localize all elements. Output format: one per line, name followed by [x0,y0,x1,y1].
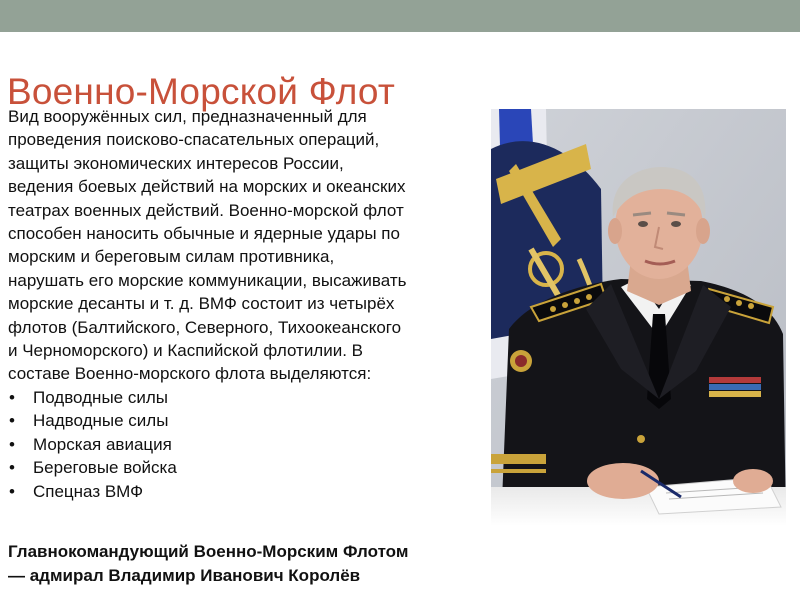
top-bar [0,0,800,32]
bullet-icon: • [9,387,15,407]
intro-line: и Черноморского) и Каспийской флотилии. В [8,341,364,361]
intro-line: ведения боевых действий на морских и океанских [8,177,406,197]
list-item [8,409,486,432]
bullet-icon: • [9,481,15,501]
list-item-label: Спецназ ВМФ [33,481,144,501]
intro-line: театрах военных действий. Военно-морской флот [8,200,404,220]
intro-line: проведения поисково-спасательных операций, [8,130,380,150]
intro-line: составе Военно-морского флота выделяются: [8,364,372,384]
forces-list [8,386,486,503]
intro-line: морские десанты и т. д. ВМФ состоит из четырёх [8,294,395,314]
intro-line: защиты экономических интересов России, [8,153,344,173]
bullet-icon: • [9,458,15,478]
list-item-label: Морская авиация [33,434,172,454]
list-item-label: Подводные силы [33,387,168,407]
commander-line: — адмирал Владимир Иванович Королёв [8,566,361,585]
list-item [8,456,486,479]
commander-line: Главнокомандующий Военно-Морским Флотом [8,542,409,561]
intro-line: способен наносить обычные и ядерные удары по [8,224,400,244]
list-item [8,386,486,409]
list-item-label: Береговые войска [33,458,177,478]
bullet-icon: • [9,434,15,454]
description-block [8,105,486,503]
slide-title: Военно-Морской Флот [7,70,396,112]
intro-line: морским и береговым силам противника, [8,247,335,267]
intro-line: флотов (Балтийского, Северного, Тихоокеанского [8,317,402,337]
admiral-portrait [491,109,786,526]
commander-caption [8,540,498,588]
list-item [8,480,486,503]
list-item-label: Надводные силы [33,411,169,431]
intro-paragraph [8,105,486,386]
intro-line: Вид вооружённых сил, предназначенный для [8,107,367,126]
bullet-icon: • [9,411,15,431]
list-item [8,433,486,456]
intro-line: нарушать его морские коммуникации, высаживать [8,270,407,290]
